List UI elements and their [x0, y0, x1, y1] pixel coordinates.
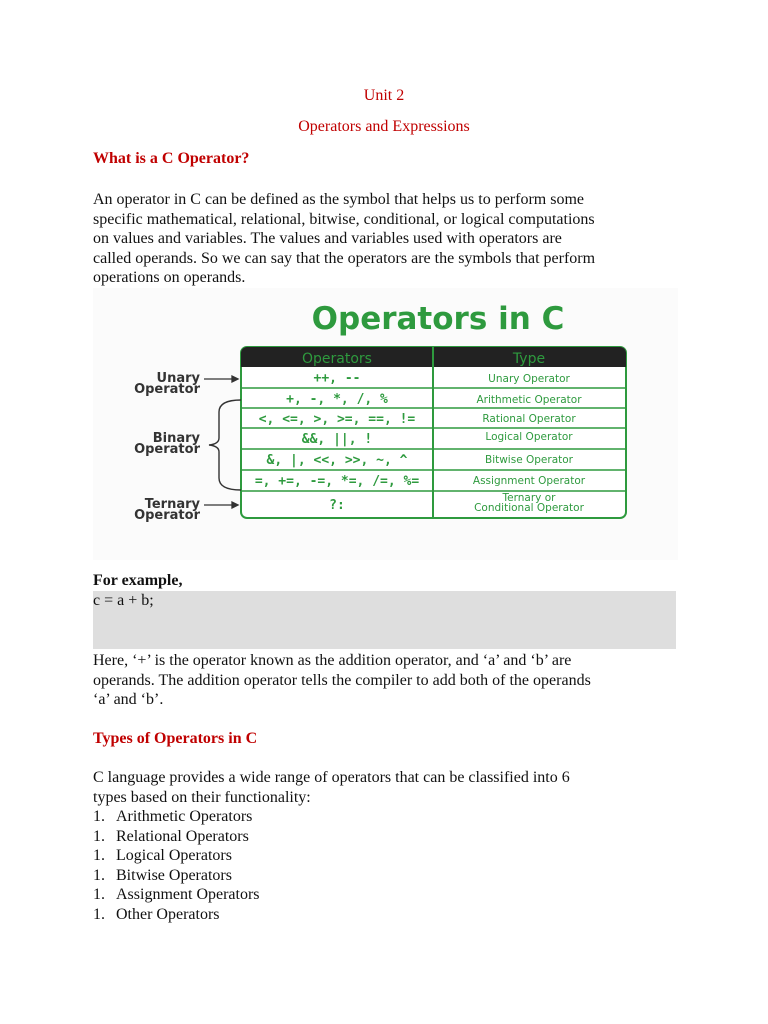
list-item — [93, 807, 260, 827]
page-subtitle: Operators and Expressions — [298, 118, 470, 135]
type-cell: Rational Operator — [482, 413, 576, 425]
section-heading-types: Types of Operators in C — [93, 730, 258, 747]
unary-arrow-head — [232, 376, 238, 382]
code-line: c = a + b; — [93, 592, 154, 609]
text-line: types based on their functionality: — [93, 788, 311, 806]
type-cell: Ternary or — [502, 492, 556, 504]
list-item — [93, 905, 260, 925]
example-label: For example, — [93, 572, 183, 589]
list-item-label: Logical Operators — [116, 847, 232, 865]
ternary-arrow-head — [232, 502, 238, 508]
type-cell: Arithmetic Operator — [476, 394, 582, 406]
ops-cell: =, +=, -=, *=, /=, %= — [254, 474, 420, 489]
header-type: Type — [512, 351, 546, 367]
unary-label: Operator — [134, 382, 200, 397]
ternary-label: Ternary — [144, 497, 200, 512]
header-operators: Operators — [302, 351, 372, 367]
text-line: specific mathematical, relational, bitwise, conditional, or logical computations — [93, 210, 595, 228]
text-line: Here, ‘+’ is the operator known as the addition operator, and ‘a’ and ‘b’ are — [93, 652, 572, 669]
figure-title: Operators in C — [311, 301, 565, 337]
code-block — [93, 591, 676, 649]
list-item-label: Bitwise Operators — [116, 866, 232, 884]
list-item — [93, 885, 260, 905]
type-cell: Bitwise Operator — [484, 454, 574, 466]
text-line: called operands. So we can say that the operators are the symbols that perform — [93, 249, 596, 267]
text-line: ‘a’ and ‘b’. — [93, 691, 164, 709]
text-line: operations on operands. — [93, 269, 246, 287]
binary-label: Binary — [152, 431, 200, 446]
ops-cell: &, |, <<, >>, ~, ^ — [266, 453, 408, 468]
text-line: An operator in C can be defined as the symbol that helps us to perform some — [93, 191, 584, 208]
list-item — [93, 866, 260, 886]
list-item — [93, 827, 260, 847]
ops-cell: ?: — [329, 498, 345, 513]
list-number: 1. — [93, 847, 105, 865]
operator-types-list — [93, 807, 260, 925]
type-cell: Conditional Operator — [474, 502, 584, 514]
ops-cell: &&, ||, ! — [301, 432, 373, 447]
binary-brace-icon — [209, 400, 241, 490]
section-heading-what-is-operator: What is a C Operator? — [93, 150, 250, 167]
text-line: operands. The addition operator tells the compiler to add both of the operands — [93, 671, 591, 689]
list-number: 1. — [93, 808, 105, 825]
unit-title: Unit 2 — [363, 87, 405, 104]
list-item-label: Assignment Operators — [116, 886, 260, 904]
operators-diagram — [93, 288, 678, 560]
ternary-label: Operator — [134, 508, 200, 523]
list-number: 1. — [93, 827, 105, 845]
text-line: on values and variables. The values and variables used with operators are — [93, 230, 562, 248]
unary-label: Unary — [156, 371, 200, 386]
intro-paragraph — [93, 190, 678, 288]
operators-figure — [93, 288, 678, 560]
list-number: 1. — [93, 905, 105, 923]
ops-cell: ++, -- — [313, 371, 361, 386]
list-item — [93, 846, 260, 866]
type-cell: Assignment Operator — [472, 475, 586, 487]
binary-label: Operator — [134, 442, 200, 457]
text-line: C language provides a wide range of operators that can be classified into 6 — [93, 769, 570, 786]
list-item-label: Arithmetic Operators — [116, 808, 253, 825]
types-paragraph — [93, 768, 678, 807]
type-cell: Logical Operator — [485, 431, 573, 443]
ops-cell: +, -, *, /, % — [286, 392, 388, 407]
list-number: 1. — [93, 866, 105, 884]
list-number: 1. — [93, 886, 105, 904]
type-cell: Unary Operator — [488, 373, 570, 385]
list-item-label: Other Operators — [116, 905, 220, 923]
list-item-label: Relational Operators — [116, 827, 249, 845]
example-paragraph — [93, 651, 678, 710]
ops-cell: <, <=, >, >=, ==, != — [258, 412, 416, 427]
